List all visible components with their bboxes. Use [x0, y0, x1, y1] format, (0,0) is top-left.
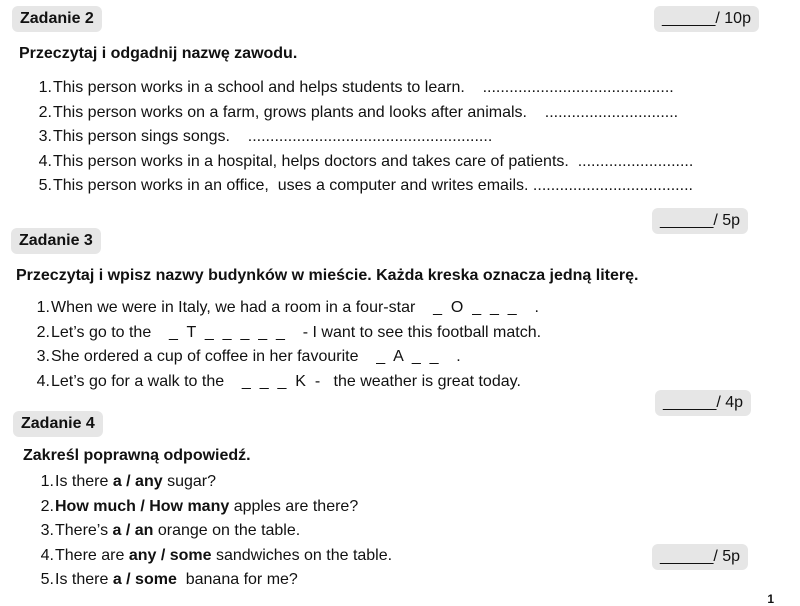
task2-score-field-2[interactable]: ______/ 5p [652, 208, 748, 234]
page-number: 1 [767, 592, 774, 606]
answer-line[interactable]: .................................... [532, 177, 693, 194]
list-item: 3.She ordered a cup of coffee in her favourite _ A _ _ . [36, 348, 461, 365]
list-item: 2.How much / How many apples are there? [40, 497, 359, 515]
task3-question-list [34, 296, 541, 394]
task4-instruction: Zakreśl poprawną odpowiedź. [23, 447, 251, 464]
task2-question-list [36, 76, 693, 199]
list-item: 3.This person sings songs. ....................................................... [38, 128, 493, 145]
task3-title: Zadanie 3 [11, 228, 101, 254]
list-item: 2.This person works on a farm, grows plants and looks after animals. .............................. [38, 103, 679, 121]
answer-choice[interactable]: any / some [128, 546, 212, 564]
list-item: 1.This person works in a school and helps students to learn. ........................................... [38, 79, 674, 96]
task2-title: Zadanie 2 [12, 6, 102, 32]
task2-instruction: Przeczytaj i odgadnij nazwę zawodu. [19, 45, 298, 62]
answer-choice[interactable]: How much / How many [55, 497, 230, 515]
list-item: 2.Let’s go to the _ T _ _ _ _ _ - I want to see this football match. [36, 323, 542, 341]
answer-line[interactable]: .......................... [577, 152, 694, 170]
answer-choice[interactable]: a / any [112, 473, 163, 490]
task4-question-list [38, 470, 392, 593]
list-item: 5.This person works in an office, uses a computer and writes emails. .................................... [38, 177, 693, 194]
answer-line[interactable]: ........................................... [482, 79, 674, 96]
list-item: 4.This person works in a hospital, helps doctors and takes care of patients. .......................... [38, 152, 694, 170]
task3-instruction: Przeczytaj i wpisz nazwy budynków w mieście. Każda kreska oznacza jedną literę. [16, 267, 639, 284]
list-item: 5.Is there a / some banana for me? [40, 571, 298, 588]
answer-line[interactable]: ....................................................... [247, 128, 493, 145]
answer-choice[interactable]: a / some [112, 571, 177, 588]
task2-score-field[interactable]: ______/ 10p [654, 6, 759, 32]
list-item: 4.There are any / some sandwiches on the table. [40, 546, 393, 564]
list-item: 4.Let’s go for a walk to the _ _ _ K - the weather is great today. [36, 372, 521, 390]
list-item: 1.Is there a / any sugar? [40, 473, 216, 490]
answer-line[interactable]: .............................. [544, 103, 679, 121]
task4-score-field[interactable]: ______/ 5p [652, 544, 748, 570]
list-item: 1.When we were in Italy, we had a room in a four-star _ O _ _ _ . [36, 299, 539, 316]
list-item: 3.There’s a / an orange on the table. [40, 522, 301, 539]
task4-title: Zadanie 4 [13, 411, 103, 437]
task3-score-field[interactable]: ______/ 4p [655, 390, 751, 416]
answer-choice[interactable]: a / an [112, 522, 154, 539]
